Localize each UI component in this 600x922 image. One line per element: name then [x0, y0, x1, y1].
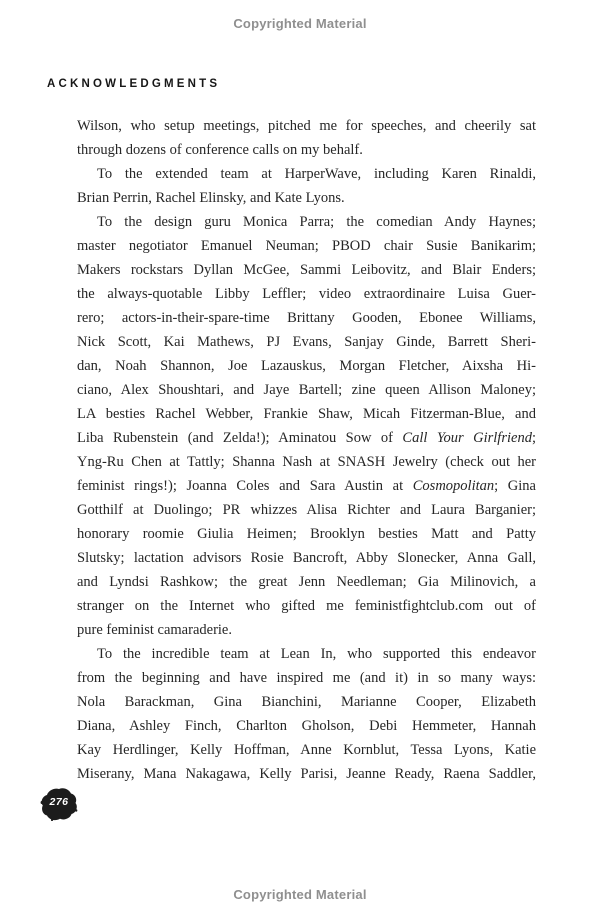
- text-line: [77, 714, 536, 738]
- text-line: [77, 450, 536, 474]
- text-line: [77, 594, 536, 618]
- text-line: [77, 474, 536, 498]
- text-segment: the always-quotable Libby Leffler; video extraordinaire Luisa Guer-: [77, 286, 536, 302]
- text-segment: Miserany, Mana Nakagawa, Kelly Parisi, Jeanne Ready, Raena Saddler,: [77, 766, 536, 782]
- text-line: [77, 498, 536, 522]
- italic-title: Cosmopolitan: [412, 478, 495, 494]
- body-text: [77, 114, 536, 786]
- text-segment: master negotiator Emanuel Neuman; PBOD chair Susie Banikarim;: [77, 238, 536, 254]
- top-watermark: Copyrighted Material: [233, 16, 367, 31]
- text-segment: Gotthilf at Duolingo; PR whizzes Alisa Richter and Laura Barganier;: [77, 502, 536, 518]
- text-line: [77, 186, 536, 210]
- text-line: [77, 402, 536, 426]
- text-segment: Brian Perrin, Rachel Elinsky, and Kate Lyons.: [77, 190, 345, 206]
- text-segment: To the incredible team at Lean In, who supported this endeavor: [97, 646, 536, 662]
- text-segment: ; Gina: [494, 478, 536, 494]
- text-segment: Nick Scott, Kai Mathews, PJ Evans, Sanjay Ginde, Barrett Sheri-: [77, 334, 536, 350]
- text-segment: feminist rings!); Joanna Coles and Sara Austin at: [77, 478, 413, 494]
- text-line: [77, 354, 536, 378]
- page-number-badge: [40, 787, 78, 821]
- text-line: [77, 306, 536, 330]
- text-line: [77, 114, 536, 138]
- text-segment: To the extended team at HarperWave, including Karen Rinaldi,: [97, 166, 536, 182]
- text-segment: Wilson, who setup meetings, pitched me for speeches, and cheerily sat: [77, 118, 536, 134]
- text-segment: ciano, Alex Shoushtari, and Jaye Bartell; zine queen Allison Maloney;: [77, 382, 536, 398]
- text-segment: Kay Herdlinger, Kelly Hoffman, Anne Kornblut, Tessa Lyons, Katie: [77, 742, 536, 758]
- text-line: [77, 162, 536, 186]
- text-segment: rero; actors-in-their-spare-time Brittany Gooden, Ebonee Williams,: [77, 310, 536, 326]
- page-number: 276: [49, 796, 69, 808]
- text-segment: from the beginning and have inspired me (and it) in so many ways:: [77, 670, 536, 686]
- text-line: [77, 690, 536, 714]
- text-line: [77, 666, 536, 690]
- text-line: [77, 210, 536, 234]
- chapter-header: ACKNOWLEDGMENTS: [47, 78, 221, 90]
- text-segment: through dozens of conference calls on my behalf.: [77, 142, 363, 158]
- text-line: [77, 738, 536, 762]
- text-segment: dan, Noah Shannon, Joe Lazauskus, Morgan Fletcher, Aixsha Hi-: [77, 358, 536, 374]
- text-segment: To the design guru Monica Parra; the comedian Andy Haynes;: [97, 214, 536, 230]
- text-segment: LA besties Rachel Webber, Frankie Shaw, Micah Fitzerman-Blue, and: [77, 406, 536, 422]
- text-line: [77, 618, 536, 642]
- text-line: [77, 282, 536, 306]
- text-line: [77, 258, 536, 282]
- text-line: [77, 234, 536, 258]
- text-segment: Nola Barackman, Gina Bianchini, Marianne Cooper, Elizabeth: [77, 694, 536, 710]
- text-line: [77, 570, 536, 594]
- text-line: [77, 522, 536, 546]
- text-segment: ;: [531, 430, 536, 446]
- text-segment: pure feminist camaraderie.: [77, 622, 232, 638]
- text-segment: and Lyndsi Rashkow; the great Jenn Needleman; Gia Milinovich, a: [77, 574, 536, 590]
- bottom-watermark: Copyrighted Material: [233, 887, 367, 902]
- text-segment: Liba Rubenstein (and Zelda!); Aminatou Sow of: [77, 430, 403, 446]
- text-segment: stranger on the Internet who gifted me feministfightclub.com out of: [77, 598, 536, 614]
- text-segment: Diana, Ashley Finch, Charlton Gholson, Debi Hemmeter, Hannah: [77, 718, 536, 734]
- text-segment: Makers rockstars Dyllan McGee, Sammi Leibovitz, and Blair Enders;: [77, 262, 536, 278]
- text-segment: Slutsky; lactation advisors Rosie Bancroft, Abby Slonecker, Anna Gall,: [77, 550, 536, 566]
- text-segment: honorary roomie Giulia Heimen; Brooklyn besties Matt and Patty: [77, 526, 536, 542]
- text-line: [77, 426, 536, 450]
- text-line: [77, 330, 536, 354]
- text-line: [77, 546, 536, 570]
- italic-title: Call Your Girlfriend: [402, 430, 532, 446]
- text-line: [77, 642, 536, 666]
- text-line: [77, 762, 536, 786]
- text-line: [77, 138, 536, 162]
- text-segment: Yng-Ru Chen at Tattly; Shanna Nash at SNASH Jewelry (check out her: [77, 454, 536, 470]
- text-line: [77, 378, 536, 402]
